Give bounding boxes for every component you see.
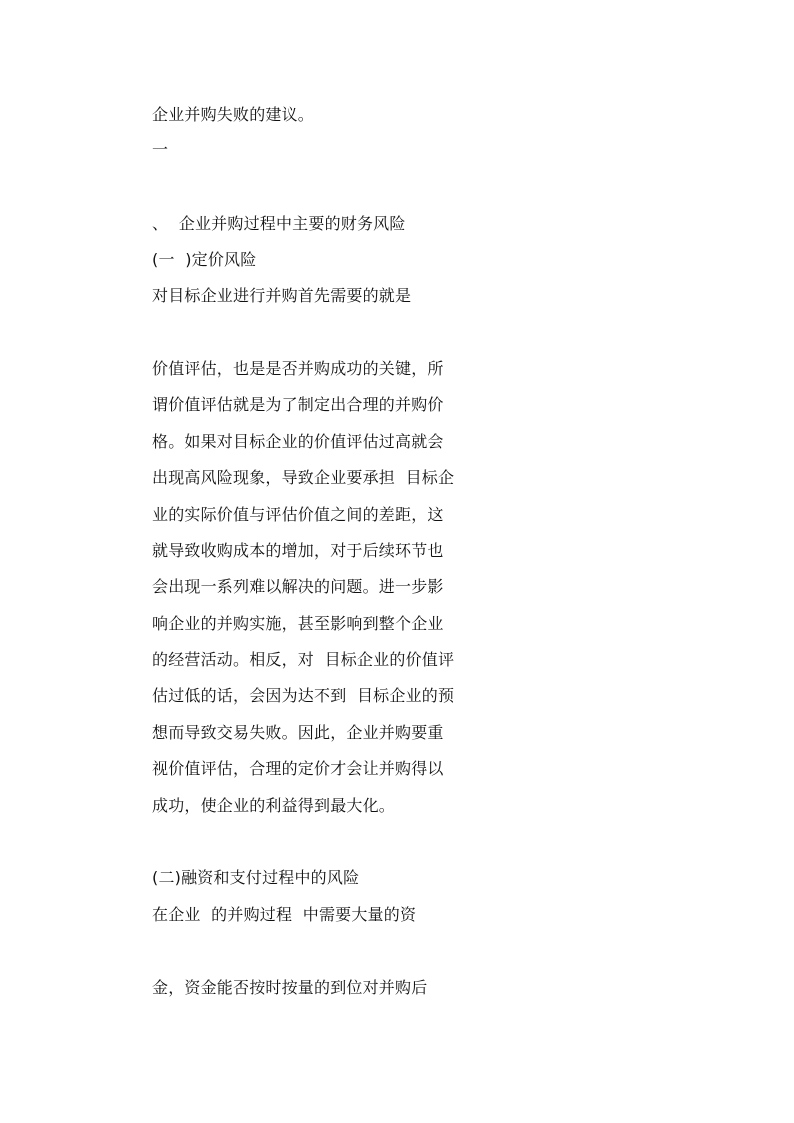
- text-line: 响企业的并购实施，甚至影响到整个企业: [152, 614, 444, 633]
- text-line: 格。如果对目标企业的价值评估过高就会: [152, 432, 444, 451]
- text-line: 对目标企业进行并购首先需要的就是: [152, 286, 412, 305]
- text-line: 的经营活动。相反，对 目标企业的价值评: [152, 650, 455, 669]
- text-line: 想而导致交易失败。因此，企业并购要重: [152, 723, 444, 742]
- section-heading: 、 企业并购过程中主要的财务风险: [152, 214, 406, 233]
- text-line: 一: [152, 140, 169, 159]
- subsection-heading: (二)融资和支付过程中的风险: [152, 868, 360, 887]
- text-line: 成功，使企业的利益得到最大化。: [152, 796, 396, 815]
- text-line: 估过低的话，会因为达不到 目标企业的预: [152, 686, 455, 705]
- text-line: 视价值评估，合理的定价才会让并购得以: [152, 759, 444, 778]
- text-line: 企业并购失败的建议。: [152, 105, 315, 124]
- subsection-heading: (一 )定价风险: [152, 250, 257, 269]
- text-line: 就导致收购成本的增加，对于后续环节也: [152, 541, 444, 560]
- text-line: 金，资金能否按时按量的到位对并购后: [152, 978, 428, 997]
- text-line: 会出现一系列难以解决的问题。进一步影: [152, 577, 444, 596]
- text-line: 在企业 的并购过程 中需要大量的资: [152, 905, 417, 924]
- text-line: 谓价值评估就是为了制定出合理的并购价: [152, 395, 444, 414]
- text-line: 价值评估，也是是否并购成功的关键，所: [152, 359, 444, 378]
- text-line: 出现高风险现象，导致企业要承担 目标企: [152, 468, 455, 487]
- text-line: 业的实际价值与评估价值之间的差距，这: [152, 505, 444, 524]
